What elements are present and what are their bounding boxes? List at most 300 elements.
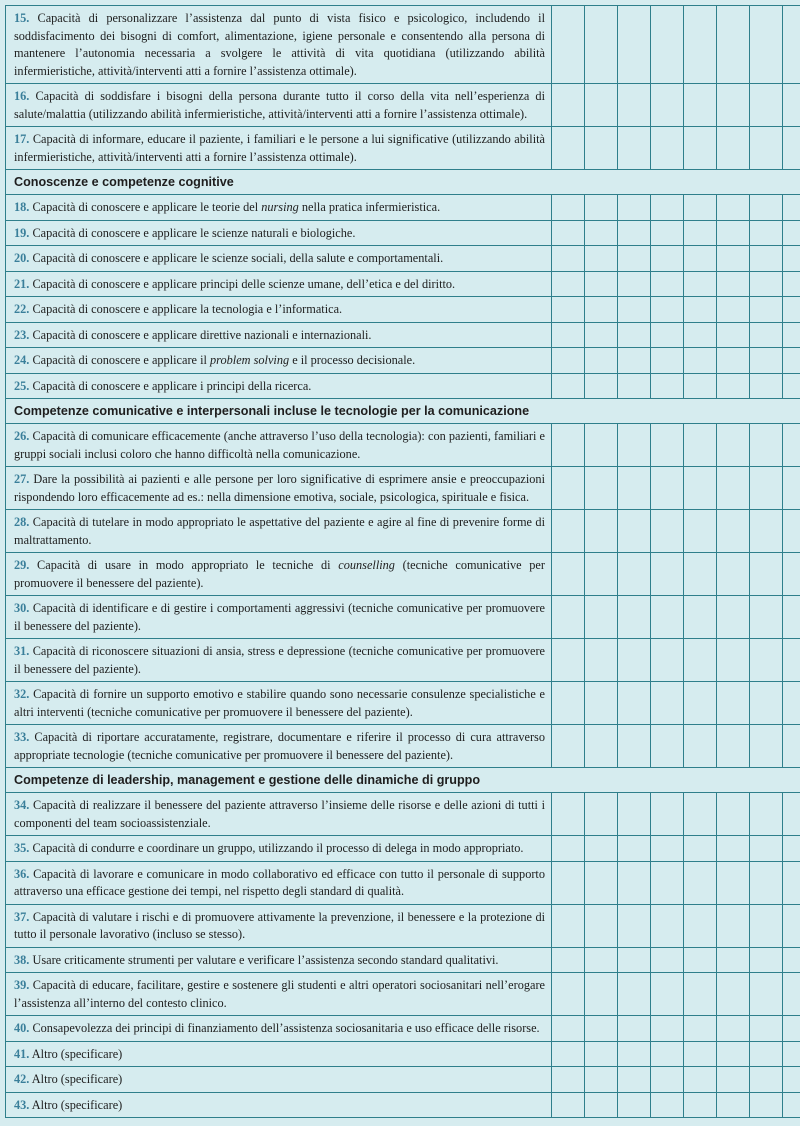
rating-cell[interactable] <box>618 246 651 272</box>
rating-cell[interactable] <box>783 373 800 399</box>
competency-row <box>6 1041 800 1067</box>
competency-table <box>5 5 800 1118</box>
rating-cell[interactable] <box>651 947 684 973</box>
rating-cell[interactable] <box>585 904 618 947</box>
competency-description <box>6 348 552 374</box>
rating-cell[interactable] <box>750 348 783 374</box>
item-text: Capacità di condurre e coordinare un gruppo, utilizzando il processo di delega in modo appropriato. <box>32 841 524 855</box>
rating-cell[interactable] <box>651 793 684 836</box>
competency-row <box>6 246 800 272</box>
rating-cell[interactable] <box>585 510 618 553</box>
section-header-row <box>6 399 800 424</box>
rating-cell[interactable] <box>783 220 800 246</box>
rating-cell[interactable] <box>618 84 651 127</box>
rating-cell[interactable] <box>684 861 717 904</box>
rating-cell[interactable] <box>585 1067 618 1093</box>
item-number: 40. <box>14 1021 30 1035</box>
rating-cell[interactable] <box>717 793 750 836</box>
rating-cell[interactable] <box>717 127 750 170</box>
item-number: 19. <box>14 225 30 240</box>
competency-row <box>6 195 800 221</box>
rating-cell[interactable] <box>585 973 618 1016</box>
competency-row <box>6 725 800 768</box>
rating-cell[interactable] <box>651 510 684 553</box>
item-text: Usare criticamente strumenti per valutare e verificare l’assistenza secondo standard qualitativi. <box>32 952 499 967</box>
rating-cell[interactable] <box>618 1067 651 1093</box>
rating-cell[interactable] <box>684 271 717 297</box>
rating-cell[interactable] <box>717 973 750 1016</box>
item-number: 31. <box>14 644 30 658</box>
rating-cell[interactable] <box>618 836 651 862</box>
rating-cell[interactable] <box>717 220 750 246</box>
item-number: 26. <box>14 429 30 443</box>
rating-cell[interactable] <box>783 1016 800 1042</box>
competency-description <box>6 725 552 768</box>
item-text: Capacità di tutelare in modo appropriato le aspettative del paziente e agire al fine di prevenire forme di maltrattamento. <box>14 515 545 547</box>
rating-cell[interactable] <box>552 6 585 84</box>
rating-cell[interactable] <box>717 510 750 553</box>
rating-cell[interactable] <box>552 836 585 862</box>
rating-cell[interactable] <box>717 725 750 768</box>
item-number: 24. <box>14 353 30 367</box>
rating-cell[interactable] <box>783 297 800 323</box>
rating-cell[interactable] <box>618 1016 651 1042</box>
rating-cell[interactable] <box>750 793 783 836</box>
rating-cell[interactable] <box>684 596 717 639</box>
item-number: 29. <box>14 558 30 572</box>
rating-cell[interactable] <box>783 861 800 904</box>
rating-cell[interactable] <box>585 84 618 127</box>
item-number: 37. <box>14 909 30 924</box>
rating-cell[interactable] <box>717 467 750 510</box>
rating-cell[interactable] <box>651 322 684 348</box>
rating-cell[interactable] <box>783 725 800 768</box>
competency-description <box>6 84 552 127</box>
rating-cell[interactable] <box>552 510 585 553</box>
item-text: Capacità di educare, facilitare, gestire e sostenere gli studenti e altri operatori sociosanitari nell’erogare l’assistenza all’interno del contesto clinico. <box>14 978 545 1010</box>
rating-cell[interactable] <box>618 297 651 323</box>
rating-cell[interactable] <box>618 793 651 836</box>
rating-cell[interactable] <box>684 373 717 399</box>
rating-cell[interactable] <box>651 424 684 467</box>
item-number: 27. <box>14 472 30 486</box>
rating-cell[interactable] <box>717 596 750 639</box>
rating-cell[interactable] <box>750 553 783 596</box>
rating-cell[interactable] <box>552 271 585 297</box>
rating-cell[interactable] <box>552 424 585 467</box>
competency-row <box>6 553 800 596</box>
rating-cell[interactable] <box>684 682 717 725</box>
item-number: 15. <box>14 11 30 25</box>
rating-cell[interactable] <box>717 1092 750 1118</box>
rating-cell[interactable] <box>783 424 800 467</box>
competency-description <box>6 836 552 862</box>
item-text-italic: counselling <box>338 558 395 572</box>
rating-cell[interactable] <box>750 947 783 973</box>
rating-cell[interactable] <box>552 373 585 399</box>
rating-cell[interactable] <box>684 973 717 1016</box>
rating-cell[interactable] <box>618 467 651 510</box>
rating-cell[interactable] <box>750 195 783 221</box>
rating-cell[interactable] <box>585 373 618 399</box>
rating-cell[interactable] <box>684 297 717 323</box>
item-text: Altro (specificare) <box>31 1097 123 1112</box>
rating-cell[interactable] <box>618 510 651 553</box>
rating-cell[interactable] <box>552 127 585 170</box>
rating-cell[interactable] <box>585 1092 618 1118</box>
item-text: Capacità di fornire un supporto emotivo e stabilire quando sono necessarie consulenze specialistiche e altri interventi (tecniche comunicative per promuovere il benessere del paziente). <box>14 687 546 719</box>
rating-cell[interactable] <box>684 1067 717 1093</box>
item-number: 21. <box>14 276 30 291</box>
rating-cell[interactable] <box>552 793 585 836</box>
rating-cell[interactable] <box>651 836 684 862</box>
competency-description <box>6 793 552 836</box>
rating-cell[interactable] <box>783 322 800 348</box>
item-text: Capacità di comunicare efficacemente (anche attraverso l’uso della tecnologia): con pazienti, familiari e gruppi sociali inclusi coloro che hanno difficoltà nella comunicazione. <box>14 429 545 461</box>
rating-cell[interactable] <box>750 1041 783 1067</box>
rating-cell[interactable] <box>684 467 717 510</box>
rating-cell[interactable] <box>618 725 651 768</box>
item-text: Dare la possibilità ai pazienti e alle persone per loro significative di esprimere ansie e preoccupazioni rispondendo loro efficacemente ad es.: nella dimensione emotiva, sociale, psicologica, spirituale e fisica. <box>14 472 545 504</box>
section-header-row <box>6 768 800 793</box>
rating-cell[interactable] <box>651 553 684 596</box>
rating-cell[interactable] <box>585 553 618 596</box>
rating-cell[interactable] <box>585 348 618 374</box>
competency-description <box>6 1067 552 1093</box>
rating-cell[interactable] <box>750 84 783 127</box>
rating-cell[interactable] <box>684 84 717 127</box>
competency-row <box>6 424 800 467</box>
item-number: 32. <box>14 687 30 701</box>
rating-cell[interactable] <box>618 195 651 221</box>
rating-cell[interactable] <box>750 220 783 246</box>
rating-cell[interactable] <box>651 246 684 272</box>
rating-cell[interactable] <box>618 220 651 246</box>
rating-cell[interactable] <box>651 682 684 725</box>
rating-cell[interactable] <box>585 127 618 170</box>
rating-cell[interactable] <box>585 1016 618 1042</box>
rating-cell[interactable] <box>684 424 717 467</box>
rating-cell[interactable] <box>684 639 717 682</box>
rating-cell[interactable] <box>651 861 684 904</box>
rating-cell[interactable] <box>684 1016 717 1042</box>
rating-cell[interactable] <box>618 947 651 973</box>
competency-row <box>6 467 800 510</box>
rating-cell[interactable] <box>717 639 750 682</box>
rating-cell[interactable] <box>552 246 585 272</box>
rating-cell[interactable] <box>552 467 585 510</box>
rating-cell[interactable] <box>684 793 717 836</box>
competency-description <box>6 127 552 170</box>
rating-cell[interactable] <box>651 639 684 682</box>
item-number: 33. <box>14 730 30 744</box>
rating-cell[interactable] <box>552 861 585 904</box>
rating-cell[interactable] <box>750 1092 783 1118</box>
rating-cell[interactable] <box>750 297 783 323</box>
rating-cell[interactable] <box>783 84 800 127</box>
rating-cell[interactable] <box>750 467 783 510</box>
competency-row <box>6 682 800 725</box>
rating-cell[interactable] <box>750 682 783 725</box>
rating-cell[interactable] <box>585 297 618 323</box>
rating-cell[interactable] <box>651 1041 684 1067</box>
rating-cell[interactable] <box>618 553 651 596</box>
rating-cell[interactable] <box>585 322 618 348</box>
item-text-italic: nursing <box>261 200 299 214</box>
rating-cell[interactable] <box>783 836 800 862</box>
rating-cell[interactable] <box>717 322 750 348</box>
rating-cell[interactable] <box>684 553 717 596</box>
rating-cell[interactable] <box>552 1067 585 1093</box>
rating-cell[interactable] <box>717 297 750 323</box>
rating-cell[interactable] <box>750 510 783 553</box>
rating-cell[interactable] <box>552 1016 585 1042</box>
rating-cell[interactable] <box>618 373 651 399</box>
rating-cell[interactable] <box>717 861 750 904</box>
rating-cell[interactable] <box>684 246 717 272</box>
rating-cell[interactable] <box>750 373 783 399</box>
rating-cell[interactable] <box>552 1041 585 1067</box>
rating-cell[interactable] <box>750 725 783 768</box>
rating-cell[interactable] <box>552 973 585 1016</box>
rating-cell[interactable] <box>717 1016 750 1042</box>
rating-cell[interactable] <box>552 297 585 323</box>
rating-cell[interactable] <box>750 271 783 297</box>
rating-cell[interactable] <box>651 6 684 84</box>
rating-cell[interactable] <box>717 1067 750 1093</box>
rating-cell[interactable] <box>651 373 684 399</box>
rating-cell[interactable] <box>750 861 783 904</box>
competency-description <box>6 553 552 596</box>
rating-cell[interactable] <box>585 836 618 862</box>
rating-cell[interactable] <box>783 246 800 272</box>
rating-cell[interactable] <box>783 793 800 836</box>
rating-cell[interactable] <box>552 553 585 596</box>
rating-cell[interactable] <box>552 348 585 374</box>
rating-cell[interactable] <box>783 947 800 973</box>
competency-description <box>6 947 552 973</box>
rating-cell[interactable] <box>552 322 585 348</box>
rating-cell[interactable] <box>618 596 651 639</box>
rating-cell[interactable] <box>585 793 618 836</box>
rating-cell[interactable] <box>783 553 800 596</box>
rating-cell[interactable] <box>651 596 684 639</box>
rating-cell[interactable] <box>585 596 618 639</box>
rating-cell[interactable] <box>750 639 783 682</box>
item-number: 35. <box>14 841 30 855</box>
rating-cell[interactable] <box>783 195 800 221</box>
rating-cell[interactable] <box>618 348 651 374</box>
rating-cell[interactable] <box>684 195 717 221</box>
rating-cell[interactable] <box>717 904 750 947</box>
competency-row <box>6 6 800 84</box>
rating-cell[interactable] <box>750 246 783 272</box>
rating-cell[interactable] <box>585 947 618 973</box>
competency-description <box>6 322 552 348</box>
rating-cell[interactable] <box>585 861 618 904</box>
rating-cell[interactable] <box>717 424 750 467</box>
rating-cell[interactable] <box>618 1092 651 1118</box>
rating-cell[interactable] <box>684 220 717 246</box>
rating-cell[interactable] <box>750 1016 783 1042</box>
rating-cell[interactable] <box>783 127 800 170</box>
rating-cell[interactable] <box>684 904 717 947</box>
rating-cell[interactable] <box>651 297 684 323</box>
rating-cell[interactable] <box>618 6 651 84</box>
rating-cell[interactable] <box>618 639 651 682</box>
rating-cell[interactable] <box>684 725 717 768</box>
rating-cell[interactable] <box>750 424 783 467</box>
competency-description <box>6 424 552 467</box>
rating-cell[interactable] <box>783 682 800 725</box>
rating-cell[interactable] <box>651 467 684 510</box>
rating-cell[interactable] <box>585 271 618 297</box>
rating-cell[interactable] <box>618 973 651 1016</box>
rating-cell[interactable] <box>717 682 750 725</box>
competency-row <box>6 127 800 170</box>
rating-cell[interactable] <box>618 127 651 170</box>
rating-cell[interactable] <box>651 1092 684 1118</box>
rating-cell[interactable] <box>651 973 684 1016</box>
rating-cell[interactable] <box>552 725 585 768</box>
item-text: Capacità di usare in modo appropriato le tecniche di <box>37 558 331 572</box>
rating-cell[interactable] <box>651 1067 684 1093</box>
rating-cell[interactable] <box>618 904 651 947</box>
rating-cell[interactable] <box>585 725 618 768</box>
rating-cell[interactable] <box>750 973 783 1016</box>
rating-cell[interactable] <box>717 1041 750 1067</box>
rating-cell[interactable] <box>552 904 585 947</box>
rating-cell[interactable] <box>585 424 618 467</box>
rating-cell[interactable] <box>717 348 750 374</box>
competency-description <box>6 510 552 553</box>
rating-cell[interactable] <box>783 271 800 297</box>
rating-cell[interactable] <box>585 682 618 725</box>
rating-cell[interactable] <box>717 195 750 221</box>
rating-cell[interactable] <box>750 1067 783 1093</box>
competency-description <box>6 639 552 682</box>
rating-cell[interactable] <box>717 373 750 399</box>
rating-cell[interactable] <box>750 127 783 170</box>
rating-cell[interactable] <box>783 1067 800 1093</box>
rating-cell[interactable] <box>684 348 717 374</box>
competency-description <box>6 1092 552 1118</box>
rating-cell[interactable] <box>585 467 618 510</box>
rating-cell[interactable] <box>618 322 651 348</box>
rating-cell[interactable] <box>717 947 750 973</box>
rating-cell[interactable] <box>618 271 651 297</box>
rating-cell[interactable] <box>717 553 750 596</box>
rating-cell[interactable] <box>651 127 684 170</box>
item-text: Capacità di conoscere e applicare le scienze naturali e biologiche. <box>32 225 356 240</box>
item-text: Capacità di conoscere e applicare la tecnologia e l’informatica. <box>32 302 343 316</box>
rating-cell[interactable] <box>552 947 585 973</box>
rating-cell[interactable] <box>618 682 651 725</box>
rating-cell[interactable] <box>651 195 684 221</box>
competency-row <box>6 84 800 127</box>
rating-cell[interactable] <box>783 1092 800 1118</box>
rating-cell[interactable] <box>552 1092 585 1118</box>
rating-cell[interactable] <box>585 1041 618 1067</box>
rating-cell[interactable] <box>651 84 684 127</box>
rating-cell[interactable] <box>783 904 800 947</box>
rating-cell[interactable] <box>783 1041 800 1067</box>
competency-row <box>6 348 800 374</box>
rating-cell[interactable] <box>651 1016 684 1042</box>
rating-cell[interactable] <box>783 596 800 639</box>
competency-description <box>6 682 552 725</box>
rating-cell[interactable] <box>684 1041 717 1067</box>
competency-description <box>6 6 552 84</box>
rating-cell[interactable] <box>618 1041 651 1067</box>
rating-cell[interactable] <box>651 220 684 246</box>
competency-description <box>6 246 552 272</box>
item-number: 38. <box>14 952 30 967</box>
rating-cell[interactable] <box>552 195 585 221</box>
rating-cell[interactable] <box>618 424 651 467</box>
rating-cell[interactable] <box>552 84 585 127</box>
item-number: 23. <box>14 327 30 342</box>
rating-cell[interactable] <box>783 510 800 553</box>
item-number: 43. <box>14 1097 30 1112</box>
rating-cell[interactable] <box>750 904 783 947</box>
rating-cell[interactable] <box>552 596 585 639</box>
rating-cell[interactable] <box>783 6 800 84</box>
rating-cell[interactable] <box>684 322 717 348</box>
rating-cell[interactable] <box>750 836 783 862</box>
rating-cell[interactable] <box>750 6 783 84</box>
rating-cell[interactable] <box>684 127 717 170</box>
rating-cell[interactable] <box>717 271 750 297</box>
rating-cell[interactable] <box>552 220 585 246</box>
rating-cell[interactable] <box>585 246 618 272</box>
rating-cell[interactable] <box>618 861 651 904</box>
section-header-row <box>6 170 800 195</box>
competency-description <box>6 373 552 399</box>
rating-cell[interactable] <box>717 84 750 127</box>
item-number: 20. <box>14 251 30 265</box>
item-text: Capacità di conoscere e applicare le teorie del <box>32 200 259 214</box>
rating-cell[interactable] <box>684 6 717 84</box>
rating-cell[interactable] <box>651 725 684 768</box>
rating-cell[interactable] <box>552 682 585 725</box>
rating-cell[interactable] <box>651 904 684 947</box>
rating-cell[interactable] <box>684 836 717 862</box>
rating-cell[interactable] <box>783 639 800 682</box>
rating-cell[interactable] <box>783 973 800 1016</box>
rating-cell[interactable] <box>783 467 800 510</box>
rating-cell[interactable] <box>684 510 717 553</box>
rating-cell[interactable] <box>717 6 750 84</box>
rating-cell[interactable] <box>585 6 618 84</box>
rating-cell[interactable] <box>585 220 618 246</box>
competency-description <box>6 195 552 221</box>
rating-cell[interactable] <box>717 246 750 272</box>
rating-cell[interactable] <box>552 639 585 682</box>
rating-cell[interactable] <box>684 1092 717 1118</box>
rating-cell[interactable] <box>585 195 618 221</box>
item-text: Capacità di realizzare il benessere del paziente attraverso l’insieme delle risorse e delle azioni di tutti i componenti del team socioassistenziale. <box>14 798 545 830</box>
item-text: Capacità di valutare i rischi e di promuovere attivamente la prevenzione, il benessere e la protezione di tutto il personale lavorativo (incluso se stesso). <box>14 909 546 941</box>
rating-cell[interactable] <box>750 322 783 348</box>
rating-cell[interactable] <box>783 348 800 374</box>
rating-cell[interactable] <box>585 639 618 682</box>
rating-cell[interactable] <box>651 348 684 374</box>
rating-cell[interactable] <box>717 836 750 862</box>
rating-cell[interactable] <box>684 947 717 973</box>
rating-cell[interactable] <box>651 271 684 297</box>
rating-cell[interactable] <box>750 596 783 639</box>
